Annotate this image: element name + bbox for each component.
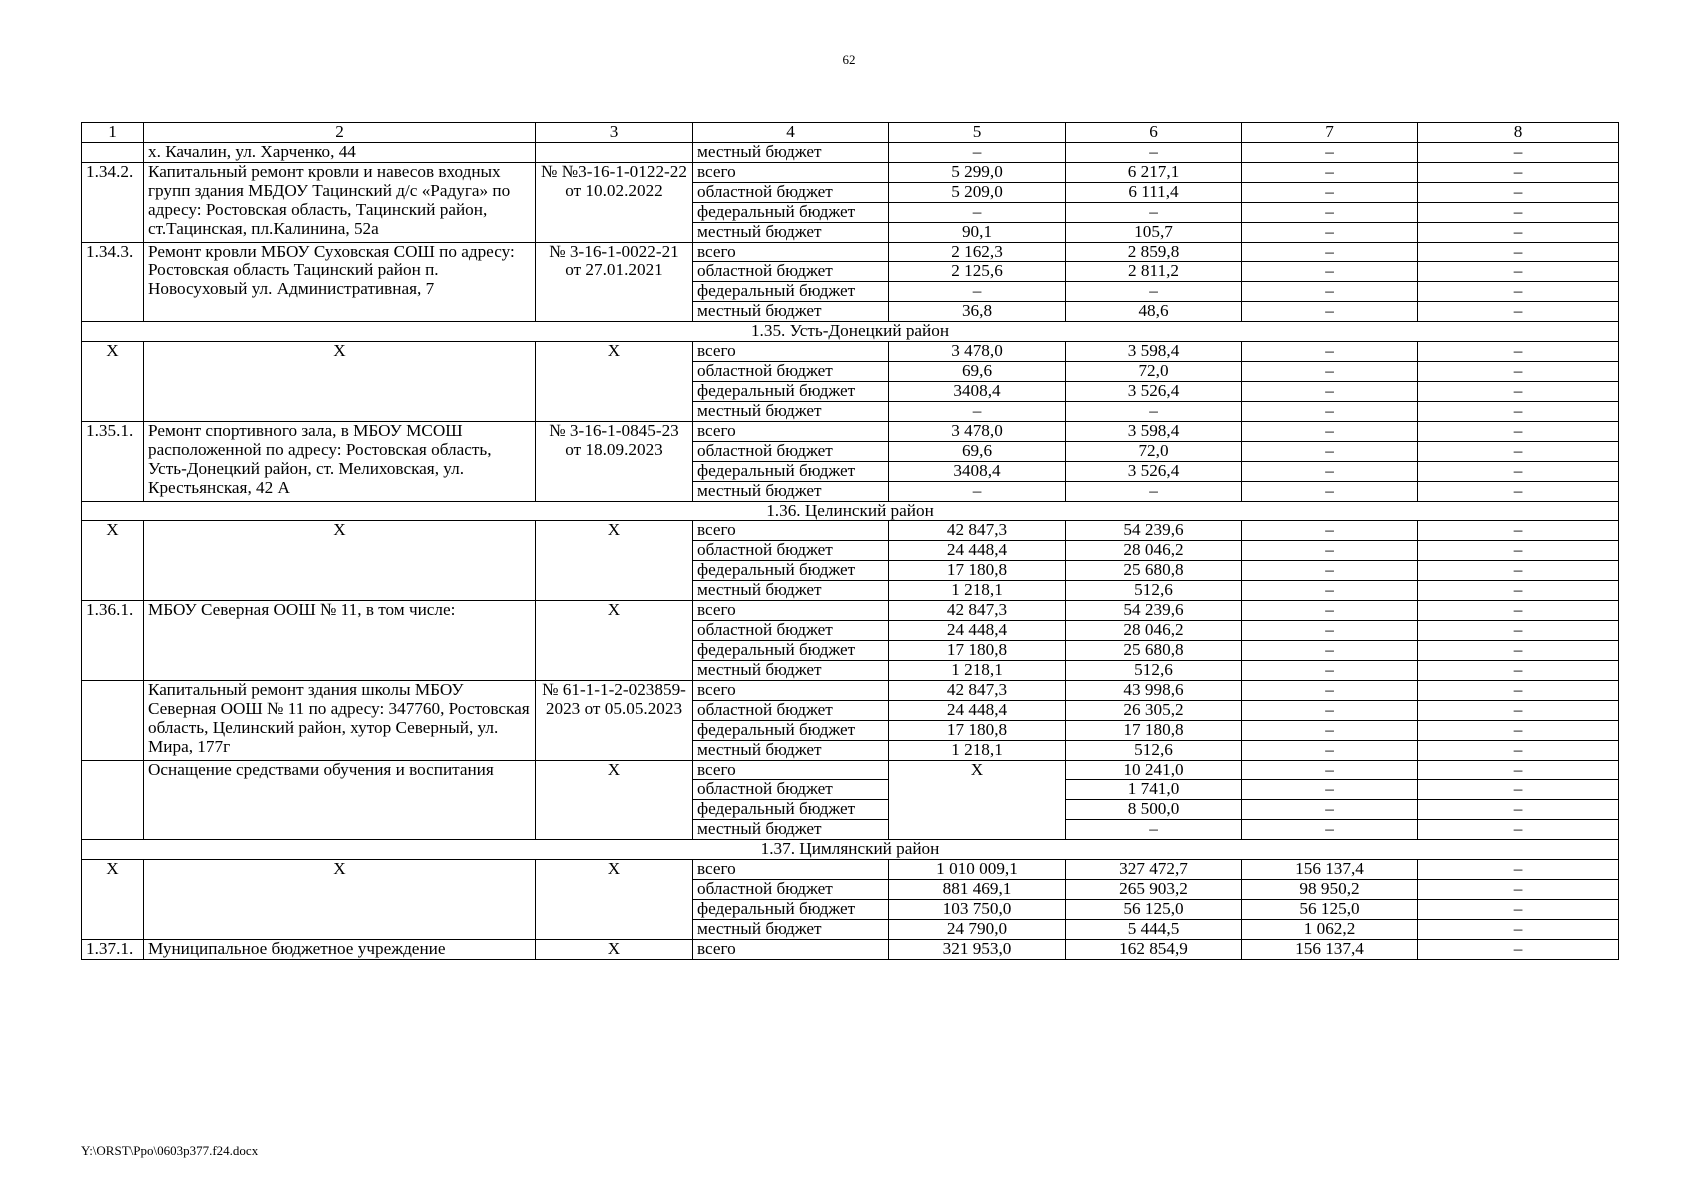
object-name: МБОУ Северная ООШ № 11, в том числе: (144, 601, 536, 681)
funding-source: местный бюджет (693, 660, 889, 680)
value-col8: – (1418, 640, 1619, 660)
value-col8: – (1418, 919, 1619, 939)
header-row (82, 123, 1619, 143)
funding-source: областной бюджет (693, 780, 889, 800)
value-col7: 1 062,2 (1242, 919, 1418, 939)
row-number: 1.34.3. (82, 242, 144, 322)
value-col8: – (1418, 222, 1619, 242)
section-title: 1.36. Целинский район (82, 501, 1619, 521)
value-col6: – (1066, 202, 1242, 222)
funding-source: федеральный бюджет (693, 282, 889, 302)
funding-source: областной бюджет (693, 700, 889, 720)
value-col8: – (1418, 660, 1619, 680)
value-col7: – (1242, 581, 1418, 601)
funding-source: федеральный бюджет (693, 800, 889, 820)
object-name: Капитальный ремонт кровли и навесов входных групп здания МБДОУ Тацинский д/с «Радуга» по адресу: Ростовская область, Тацинский район, ст.Тацинская, пл.Калинина, 52а (144, 162, 536, 242)
object-name: X (144, 860, 536, 940)
row-number (82, 680, 144, 760)
value-col8: – (1418, 800, 1619, 820)
table-row (82, 680, 1619, 700)
value-col6: 28 046,2 (1066, 621, 1242, 641)
value-col5: 69,6 (889, 441, 1066, 461)
value-col5: X (889, 760, 1066, 840)
column-header: 2 (144, 123, 536, 143)
document-ref: № №3-16-1-0122-22 от 10.02.2022 (536, 162, 693, 242)
value-col7: – (1242, 640, 1418, 660)
value-col7: 156 137,4 (1242, 860, 1418, 880)
funding-source: федеральный бюджет (693, 899, 889, 919)
row-number: 1.37.1. (82, 939, 144, 959)
value-col8: – (1418, 441, 1619, 461)
document-ref: № 61-1-1-2-023859-2023 от 05.05.2023 (536, 680, 693, 760)
section-row (82, 501, 1619, 521)
value-col5: 1 218,1 (889, 740, 1066, 760)
value-col6: 3 526,4 (1066, 381, 1242, 401)
funding-source: всего (693, 242, 889, 262)
value-col5: 42 847,3 (889, 521, 1066, 541)
page-number: 62 (842, 52, 856, 67)
document-ref: X (536, 342, 693, 422)
funding-source: местный бюджет (693, 142, 889, 162)
section-row (82, 840, 1619, 860)
value-col5: 2 125,6 (889, 262, 1066, 282)
row-number: 1.35.1. (82, 421, 144, 501)
value-col7: – (1242, 162, 1418, 182)
value-col5: 1 218,1 (889, 660, 1066, 680)
object-name: Муниципальное бюджетное учреждение (144, 939, 536, 959)
funding-source: областной бюджет (693, 362, 889, 382)
value-col7: – (1242, 720, 1418, 740)
budget-table (81, 122, 1619, 960)
document-ref: X (536, 939, 693, 959)
value-col5: 3 478,0 (889, 342, 1066, 362)
value-col5: 103 750,0 (889, 899, 1066, 919)
table-row (82, 142, 1619, 162)
value-col7: – (1242, 700, 1418, 720)
value-col8: – (1418, 182, 1619, 202)
document-ref: X (536, 860, 693, 940)
value-col7: – (1242, 282, 1418, 302)
row-number: X (82, 342, 144, 422)
value-col6: 5 444,5 (1066, 919, 1242, 939)
value-col6: 2 859,8 (1066, 242, 1242, 262)
value-col6: 72,0 (1066, 441, 1242, 461)
object-name: X (144, 521, 536, 601)
funding-source: всего (693, 421, 889, 441)
value-col6: 25 680,8 (1066, 640, 1242, 660)
value-col8: – (1418, 601, 1619, 621)
funding-source: федеральный бюджет (693, 720, 889, 740)
value-col6: 3 598,4 (1066, 342, 1242, 362)
column-header: 3 (536, 123, 693, 143)
funding-source: федеральный бюджет (693, 561, 889, 581)
value-col8: – (1418, 939, 1619, 959)
funding-source: федеральный бюджет (693, 202, 889, 222)
funding-source: областной бюджет (693, 441, 889, 461)
value-col6: 2 811,2 (1066, 262, 1242, 282)
funding-source: местный бюджет (693, 302, 889, 322)
funding-source: всего (693, 860, 889, 880)
funding-source: федеральный бюджет (693, 461, 889, 481)
value-col7: 98 950,2 (1242, 880, 1418, 900)
value-col5: 42 847,3 (889, 680, 1066, 700)
value-col8: – (1418, 282, 1619, 302)
document-ref: X (536, 601, 693, 681)
value-col5: 42 847,3 (889, 601, 1066, 621)
funding-source: местный бюджет (693, 222, 889, 242)
value-col6: 6 111,4 (1066, 182, 1242, 202)
value-col6: 43 998,6 (1066, 680, 1242, 700)
funding-source: областной бюджет (693, 880, 889, 900)
value-col7: – (1242, 182, 1418, 202)
value-col7: – (1242, 202, 1418, 222)
value-col6: 512,6 (1066, 740, 1242, 760)
value-col7: – (1242, 302, 1418, 322)
file-path: Y:\ORST\Ppo\0603p377.f24.docx (81, 1143, 259, 1158)
value-col8: – (1418, 700, 1619, 720)
funding-source: всего (693, 760, 889, 780)
document-ref: № 3-16-1-0845-23 от 18.09.2023 (536, 421, 693, 501)
value-col7: – (1242, 342, 1418, 362)
value-col5: 1 010 009,1 (889, 860, 1066, 880)
value-col8: – (1418, 740, 1619, 760)
value-col5: – (889, 202, 1066, 222)
value-col6: 25 680,8 (1066, 561, 1242, 581)
value-col5: 1 218,1 (889, 581, 1066, 601)
value-col8: – (1418, 421, 1619, 441)
value-col7: – (1242, 800, 1418, 820)
value-col5: 24 790,0 (889, 919, 1066, 939)
value-col5: – (889, 142, 1066, 162)
value-col6: 10 241,0 (1066, 760, 1242, 780)
funding-source: местный бюджет (693, 820, 889, 840)
value-col5: 24 448,4 (889, 541, 1066, 561)
value-col5: 321 953,0 (889, 939, 1066, 959)
value-col7: – (1242, 262, 1418, 282)
value-col8: – (1418, 880, 1619, 900)
row-number: 1.34.2. (82, 162, 144, 242)
funding-source: областной бюджет (693, 621, 889, 641)
funding-source: местный бюджет (693, 401, 889, 421)
column-header: 6 (1066, 123, 1242, 143)
table-row (82, 521, 1619, 541)
value-col7: – (1242, 381, 1418, 401)
value-col6: 265 903,2 (1066, 880, 1242, 900)
value-col8: – (1418, 760, 1619, 780)
value-col6: – (1066, 481, 1242, 501)
value-col5: 5 209,0 (889, 182, 1066, 202)
funding-source: всего (693, 162, 889, 182)
value-col6: 162 854,9 (1066, 939, 1242, 959)
table-row (82, 162, 1619, 182)
value-col7: – (1242, 760, 1418, 780)
value-col6: 1 741,0 (1066, 780, 1242, 800)
value-col8: – (1418, 461, 1619, 481)
value-col8: – (1418, 680, 1619, 700)
value-col7: 156 137,4 (1242, 939, 1418, 959)
value-col5: 2 162,3 (889, 242, 1066, 262)
column-header: 5 (889, 123, 1066, 143)
object-name: Ремонт кровли МБОУ Суховская СОШ по адресу: Ростовская область Тацинский район п. Новосуховый ул. Административная, 7 (144, 242, 536, 322)
value-col6: 54 239,6 (1066, 601, 1242, 621)
value-col7: – (1242, 242, 1418, 262)
object-name: X (144, 342, 536, 422)
value-col5: 3408,4 (889, 461, 1066, 481)
object-name: Капитальный ремонт здания школы МБОУ Северная ООШ № 11 по адресу: 347760, Ростовская область, Целинский район, хутор Северный, ул. Мира, 177г (144, 680, 536, 760)
value-col5: 90,1 (889, 222, 1066, 242)
value-col5: – (889, 481, 1066, 501)
value-col7: – (1242, 421, 1418, 441)
value-col5: 24 448,4 (889, 700, 1066, 720)
value-col8: – (1418, 561, 1619, 581)
value-col7: – (1242, 680, 1418, 700)
funding-source: всего (693, 939, 889, 959)
column-header: 4 (693, 123, 889, 143)
value-col6: 6 217,1 (1066, 162, 1242, 182)
table-row (82, 760, 1619, 780)
value-col7: – (1242, 521, 1418, 541)
value-col8: – (1418, 541, 1619, 561)
funding-source: всего (693, 342, 889, 362)
value-col8: – (1418, 581, 1619, 601)
value-col8: – (1418, 621, 1619, 641)
value-col8: – (1418, 342, 1619, 362)
row-number: X (82, 860, 144, 940)
value-col7: – (1242, 601, 1418, 621)
value-col7: – (1242, 740, 1418, 760)
value-col7: – (1242, 660, 1418, 680)
funding-source: федеральный бюджет (693, 640, 889, 660)
document-ref: № 3-16-1-0022-21 от 27.01.2021 (536, 242, 693, 322)
row-number (82, 142, 144, 162)
funding-source: областной бюджет (693, 182, 889, 202)
value-col5: 36,8 (889, 302, 1066, 322)
value-col6: 17 180,8 (1066, 720, 1242, 740)
funding-source: областной бюджет (693, 262, 889, 282)
value-col6: 3 526,4 (1066, 461, 1242, 481)
value-col6: 8 500,0 (1066, 800, 1242, 820)
value-col5: 3408,4 (889, 381, 1066, 401)
value-col5: 3 478,0 (889, 421, 1066, 441)
table-row (82, 242, 1619, 262)
value-col8: – (1418, 142, 1619, 162)
funding-source: местный бюджет (693, 481, 889, 501)
section-title: 1.35. Усть-Донецкий район (82, 322, 1619, 342)
value-col5: – (889, 401, 1066, 421)
value-col5: 69,6 (889, 362, 1066, 382)
row-number: 1.36.1. (82, 601, 144, 681)
column-header: 8 (1418, 123, 1619, 143)
value-col6: – (1066, 820, 1242, 840)
value-col8: – (1418, 820, 1619, 840)
value-col7: – (1242, 820, 1418, 840)
value-col6: 56 125,0 (1066, 899, 1242, 919)
value-col8: – (1418, 202, 1619, 222)
value-col8: – (1418, 242, 1619, 262)
table-row (82, 421, 1619, 441)
value-col7: – (1242, 621, 1418, 641)
document-ref: X (536, 521, 693, 601)
table-row (82, 601, 1619, 621)
value-col7: – (1242, 441, 1418, 461)
section-row (82, 322, 1619, 342)
value-col6: 28 046,2 (1066, 541, 1242, 561)
value-col8: – (1418, 162, 1619, 182)
value-col7: – (1242, 481, 1418, 501)
funding-source: всего (693, 521, 889, 541)
value-col8: – (1418, 381, 1619, 401)
value-col8: – (1418, 302, 1619, 322)
funding-source: местный бюджет (693, 740, 889, 760)
funding-source: федеральный бюджет (693, 381, 889, 401)
funding-source: всего (693, 680, 889, 700)
object-name: Ремонт спортивного зала, в МБОУ МСОШ расположенной по адресу: Ростовская область, Усть-Донецкий район, ст. Мелиховская, ул. Крестьянская, 42 А (144, 421, 536, 501)
object-name: Оснащение средствами обучения и воспитания (144, 760, 536, 840)
value-col6: 3 598,4 (1066, 421, 1242, 441)
value-col8: – (1418, 362, 1619, 382)
value-col6: 105,7 (1066, 222, 1242, 242)
value-col8: – (1418, 720, 1619, 740)
value-col7: – (1242, 780, 1418, 800)
column-header: 1 (82, 123, 144, 143)
value-col8: – (1418, 401, 1619, 421)
value-col7: – (1242, 362, 1418, 382)
funding-source: всего (693, 601, 889, 621)
funding-source: областной бюджет (693, 541, 889, 561)
table-row (82, 342, 1619, 362)
value-col7: 56 125,0 (1242, 899, 1418, 919)
value-col5: 881 469,1 (889, 880, 1066, 900)
value-col7: – (1242, 561, 1418, 581)
value-col5: 17 180,8 (889, 720, 1066, 740)
section-title: 1.37. Цимлянский район (82, 840, 1619, 860)
value-col7: – (1242, 401, 1418, 421)
value-col6: 72,0 (1066, 362, 1242, 382)
funding-source: местный бюджет (693, 919, 889, 939)
value-col7: – (1242, 461, 1418, 481)
value-col8: – (1418, 481, 1619, 501)
document-ref: X (536, 760, 693, 840)
document-ref (536, 142, 693, 162)
value-col8: – (1418, 521, 1619, 541)
value-col8: – (1418, 860, 1619, 880)
value-col5: 24 448,4 (889, 621, 1066, 641)
table-row (82, 939, 1619, 959)
column-header: 7 (1242, 123, 1418, 143)
value-col5: – (889, 282, 1066, 302)
row-number: X (82, 521, 144, 601)
value-col7: – (1242, 222, 1418, 242)
row-number (82, 760, 144, 840)
value-col5: 17 180,8 (889, 561, 1066, 581)
value-col6: 48,6 (1066, 302, 1242, 322)
value-col6: 327 472,7 (1066, 860, 1242, 880)
table-row (82, 860, 1619, 880)
funding-source: местный бюджет (693, 581, 889, 601)
value-col8: – (1418, 262, 1619, 282)
value-col6: 512,6 (1066, 660, 1242, 680)
value-col6: 26 305,2 (1066, 700, 1242, 720)
value-col5: 17 180,8 (889, 640, 1066, 660)
value-col6: 512,6 (1066, 581, 1242, 601)
value-col6: – (1066, 282, 1242, 302)
object-name: х. Качалин, ул. Харченко, 44 (144, 142, 536, 162)
value-col6: – (1066, 401, 1242, 421)
value-col8: – (1418, 899, 1619, 919)
value-col8: – (1418, 780, 1619, 800)
value-col7: – (1242, 142, 1418, 162)
value-col6: 54 239,6 (1066, 521, 1242, 541)
value-col5: 5 299,0 (889, 162, 1066, 182)
value-col6: – (1066, 142, 1242, 162)
value-col7: – (1242, 541, 1418, 561)
